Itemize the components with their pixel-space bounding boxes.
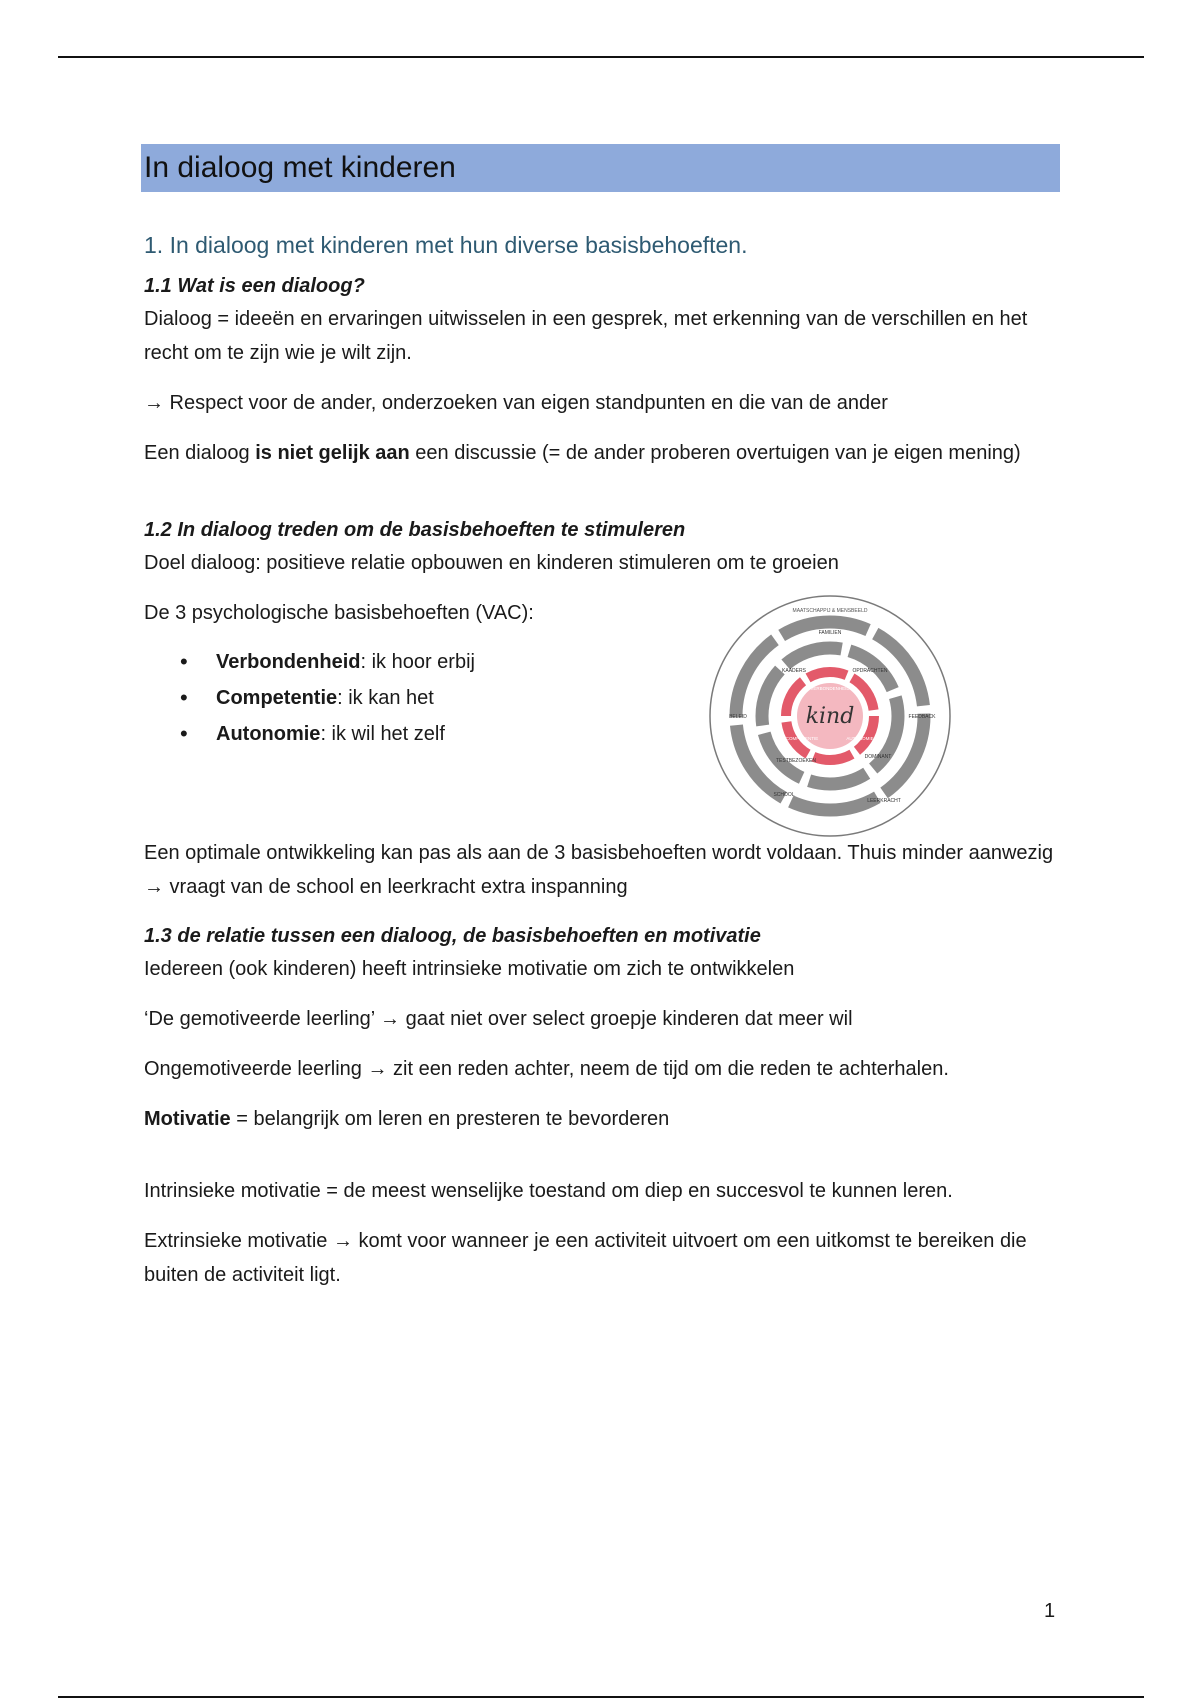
intrinsic-everyone: Iedereen (ook kinderen) heeft intrinsieke motivatie om zich te ontwikkelen [144, 958, 795, 980]
dialogue-definition: Dialoog = ideeën en ervaringen uitwisselen in een gesprek, met erkenning van de verschillen en het recht om te zijn wie je wilt zijn. [144, 308, 1028, 364]
header-rule [58, 56, 1144, 58]
optimal-development: Een optimale ontwikkeling kan pas als aan de 3 basisbehoeften wordt voldaan. Thuis minder aanwezig → vraagt van de school en leerkracht extra inspanning [144, 842, 1054, 898]
need-term: Verbondenheid [216, 651, 361, 673]
section-1-heading: 1. In dialoog met kinderen met hun diverse basisbehoeften. [144, 232, 748, 258]
document-body [144, 144, 1060, 1308]
diagram-middle-label: KAADERS [782, 668, 806, 674]
basic-needs-diagram [704, 590, 956, 842]
need-term: Competentie [216, 687, 338, 709]
list-item [216, 644, 475, 680]
diagram-center-label: kind [805, 704, 855, 729]
diagram-rim-label: MAATSCHAPPIJ & MENSBEELD [792, 608, 868, 614]
diagram-inner-label: VERBONDENHEID [810, 686, 850, 691]
text-part: Een dialoog [144, 442, 256, 464]
diagram-middle-label: TESTBEZOEKEN [775, 758, 817, 764]
diagram-middle-label: DOMINANT [864, 754, 892, 760]
need-desc: : ik wil het zelf [320, 723, 445, 745]
text-bold: Motivatie [144, 1108, 231, 1130]
diagram-outer-label: LEERKRACHT [867, 798, 901, 804]
text-part: = belangrijk om leren en presteren te bevorderen [230, 1108, 670, 1130]
dialogue-goal: Doel dialoog: positieve relatie opbouwen en kinderen stimuleren om te groeien [144, 552, 839, 574]
subsection-1-1-heading: 1.1 Wat is een dialoog? [144, 275, 365, 297]
dialogue-vs-discussion [144, 436, 1060, 470]
intrinsic-motivation: Intrinsieke motivatie = de meest wenselijke toestand om diep en succesvol te kunnen leren. [144, 1180, 953, 1202]
subsection-1-3-heading: 1.3 de relatie tussen een dialoog, de basisbehoeften en motivatie [144, 925, 761, 947]
subsection-1-2-heading: 1.2 In dialoog treden om de basisbehoeften te stimuleren [144, 519, 686, 541]
need-desc: : ik hoor erbij [360, 651, 475, 673]
footer-rule [58, 1696, 1144, 1698]
page-title: In dialoog met kinderen [144, 151, 456, 184]
diagram-inner-label: COMPETENTIE [785, 736, 819, 741]
need-term: Autonomie [216, 723, 321, 745]
diagram-middle-label: OPDRACHTEN [852, 668, 888, 674]
diagram-outer-label: FAMILIEN [818, 630, 842, 636]
need-desc: : ik kan het [337, 687, 434, 709]
text-bold: is niet gelijk aan [255, 442, 410, 464]
diagram-outer-label: SCHOOL [773, 792, 795, 798]
diagram-inner-label: AUTONOMIE [846, 736, 874, 741]
motivation-definition [144, 1102, 1060, 1136]
list-item [216, 716, 475, 752]
motivated-student: ‘De gemotiveerde leerling’ → gaat niet over select groepje kinderen dat meer wil [144, 1008, 853, 1030]
basic-needs-block [144, 596, 1060, 836]
basic-needs-list [144, 644, 475, 752]
unmotivated-student: Ongemotiveerde leerling → zit een reden achter, neem de tijd om die reden te achterhalen. [144, 1058, 949, 1080]
page-number: 1 [1044, 1600, 1056, 1622]
diagram-outer-label: BELEID [729, 714, 747, 720]
list-item [216, 680, 475, 716]
respect-line: → Respect voor de ander, onderzoeken van eigen standpunten en die van de ander [144, 392, 888, 414]
diagram-outer-label: FEEDBACK [908, 714, 936, 720]
basic-needs-intro: De 3 psychologische basisbehoeften (VAC): [144, 602, 534, 624]
text-part: een discussie (= de ander proberen overtuigen van je eigen mening) [409, 442, 1021, 464]
extrinsic-motivation: Extrinsieke motivatie → komt voor wanneer je een activiteit uitvoert om een uitkomst te bereiken die buiten de activiteit ligt. [144, 1230, 1027, 1286]
title-bar [141, 144, 1060, 192]
